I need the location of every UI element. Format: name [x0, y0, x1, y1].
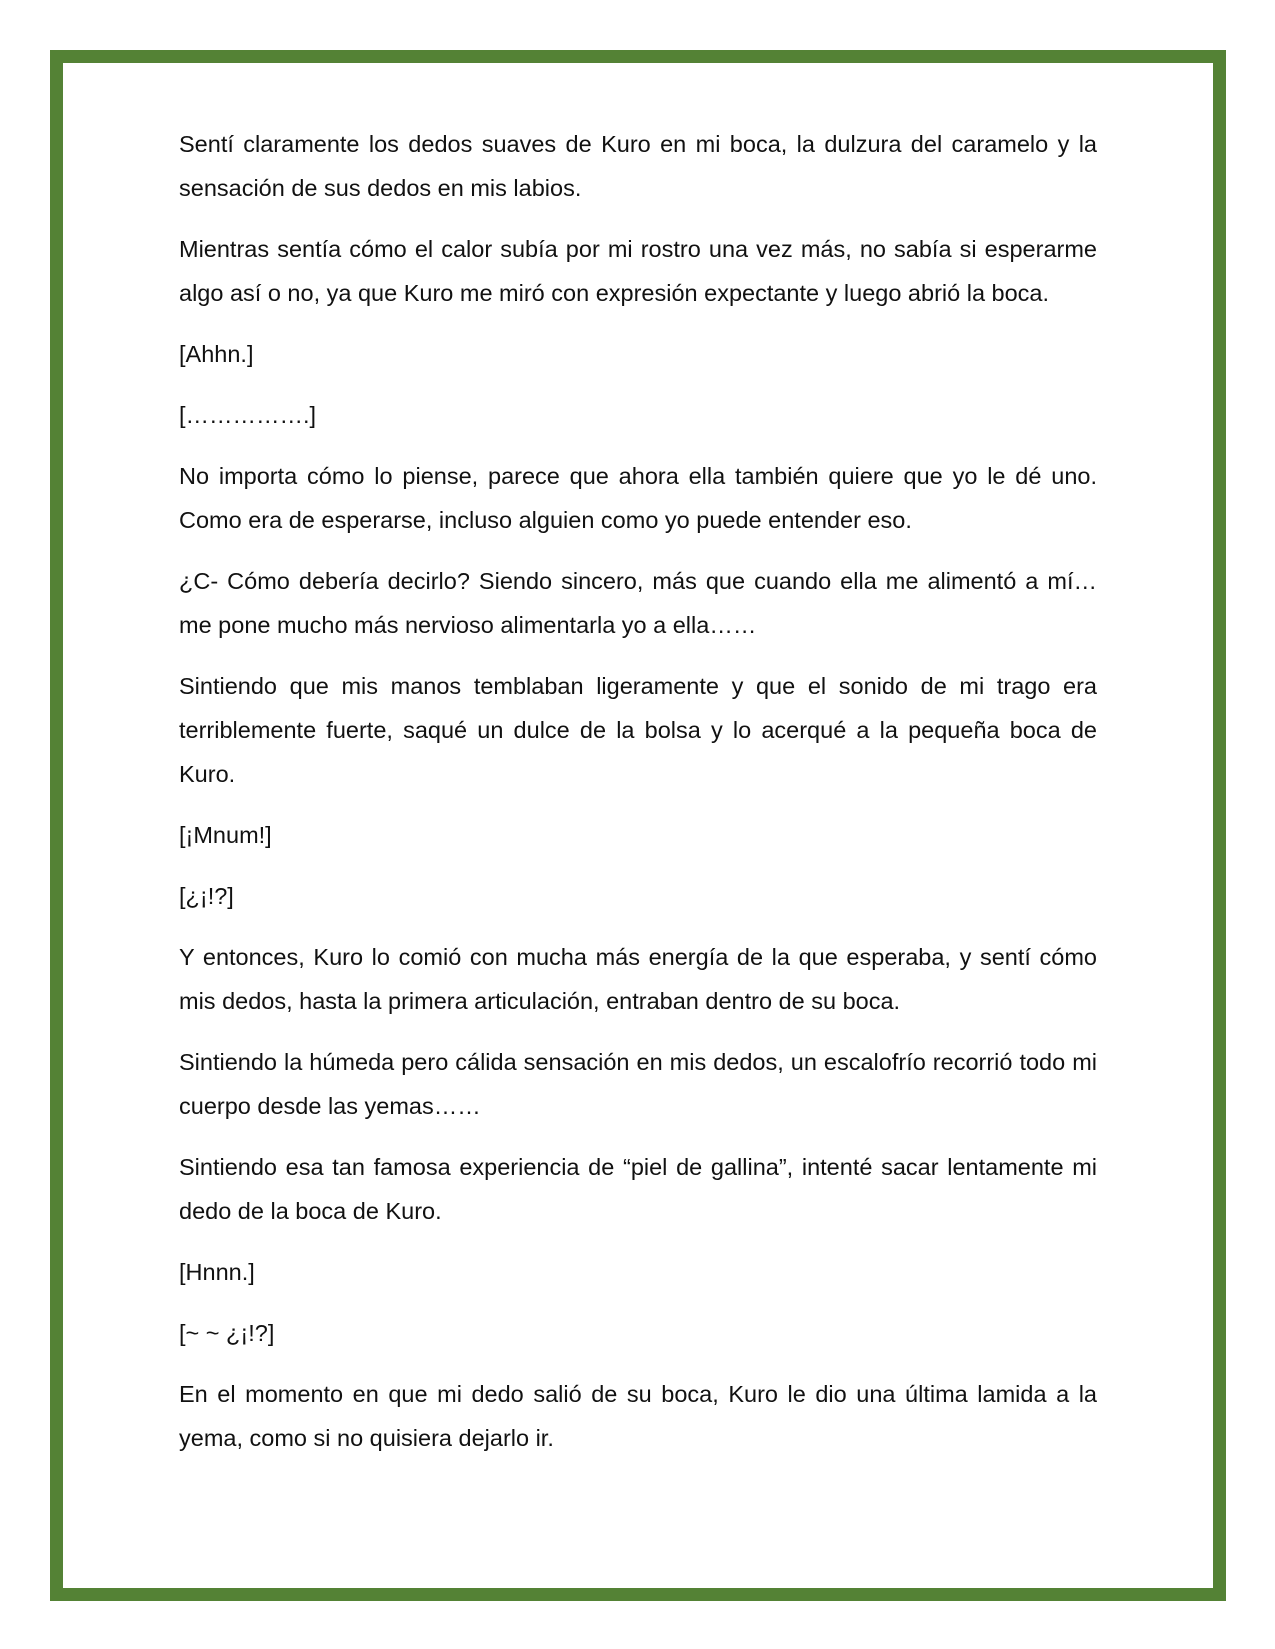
dialogue-line: […………….] — [179, 402, 317, 428]
dialogue-line: [Ahhn.] — [179, 341, 254, 367]
paragraph: Mientras sentía cómo el calor subía por mi rostro una vez más, no sabía si esperarme algo así o no, ya que Kuro me miró con expresión expectante y luego abrió la boca. — [179, 236, 1097, 306]
paragraph: ¿C- Cómo debería decirlo? Siendo sincero, más que cuando ella me alimentó a mí… me pone mucho más nervioso alimentarla yo a ella…… — [179, 568, 1097, 638]
document-body — [179, 122, 1097, 1477]
dialogue-line: [Hnnn.] — [179, 1259, 255, 1285]
paragraph: No importa cómo lo piense, parece que ahora ella también quiere que yo le dé uno. Como era de esperarse, incluso alguien como yo puede entender eso. — [179, 463, 1097, 533]
paragraph: Sintiendo la húmeda pero cálida sensación en mis dedos, un escalofrío recorrió todo mi cuerpo desde las yemas…… — [179, 1049, 1097, 1119]
dialogue-line: [¿¡!?] — [179, 883, 234, 909]
paragraph: En el momento en que mi dedo salió de su boca, Kuro le dio una última lamida a la yema, como si no quisiera dejarlo ir. — [179, 1381, 1097, 1451]
dialogue-line: [~ ~ ¿¡!?] — [179, 1320, 275, 1346]
dialogue-line: [¡Mnum!] — [179, 822, 272, 848]
paragraph: Sentí claramente los dedos suaves de Kuro en mi boca, la dulzura del caramelo y la sensación de sus dedos en mis labios. — [179, 131, 1097, 201]
paragraph: Y entonces, Kuro lo comió con mucha más energía de la que esperaba, y sentí cómo mis dedos, hasta la primera articulación, entraban dentro de su boca. — [179, 944, 1097, 1014]
paragraph: Sintiendo que mis manos temblaban ligeramente y que el sonido de mi trago era terriblemente fuerte, saqué un dulce de la bolsa y lo acerqué a la pequeña boca de Kuro. — [179, 673, 1097, 787]
paragraph: Sintiendo esa tan famosa experiencia de “piel de gallina”, intenté sacar lentamente mi dedo de la boca de Kuro. — [179, 1154, 1097, 1224]
